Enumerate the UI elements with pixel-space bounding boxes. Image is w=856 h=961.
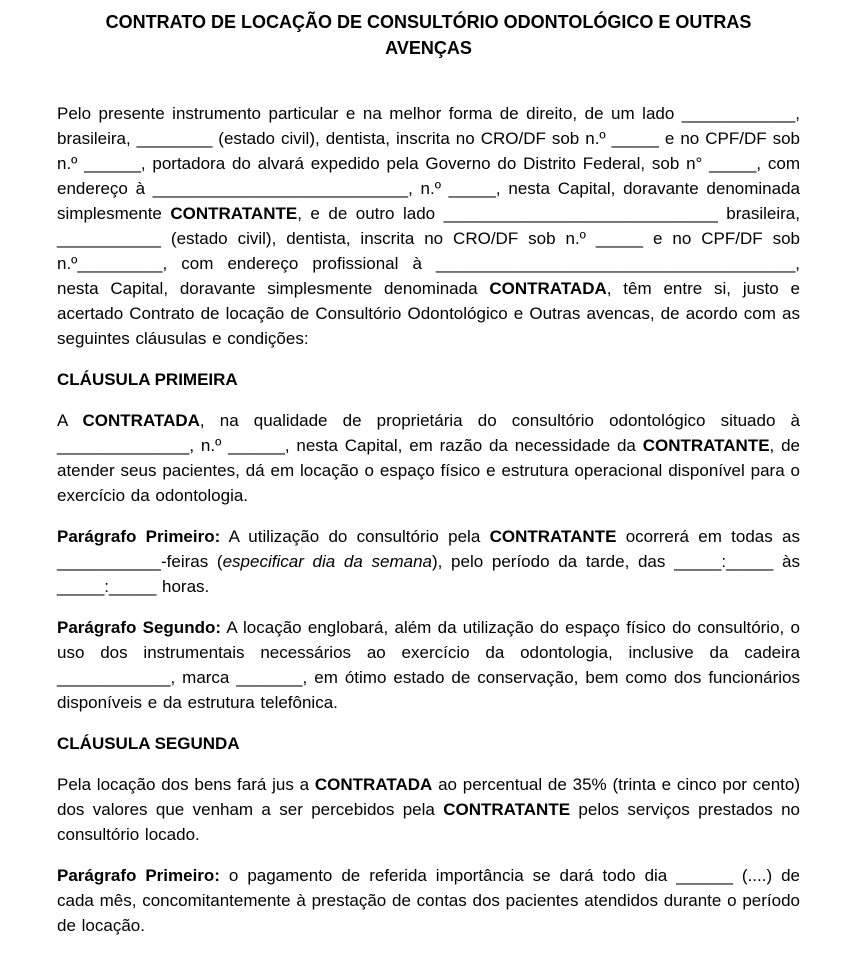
clause-2-heading: CLÁUSULA SEGUNDA [57, 734, 240, 753]
italic-text-run: especificar dia da semana [222, 552, 432, 571]
text-run: , têm entre si, justo e acertado Contrato de locação de Consultório Odontológico e Outras avencas, de acordo com as seguintes cláusulas e condições: [57, 279, 801, 348]
document-title: CONTRATO DE LOCAÇÃO DE CONSULTÓRIO ODONTOLÓGICO E OUTRAS AVENÇAS [105, 12, 752, 58]
text-run: pelos serviços prestados no consultório locado. [57, 800, 800, 844]
text-run: ocorrerá em todas as ___________-feiras ( [57, 527, 800, 571]
bold-text-run: Parágrafo Segundo: [57, 618, 222, 637]
bold-text-run: CONTRATANTE [642, 436, 770, 455]
text-run: , e de outro lado _____________________________ brasileira, ___________ (estado civil), dentista, inscrita no CRO/DF sob n.º _____ e no CPF/DF sob n.º_________, com endereço profissional à ______________________________________, nesta Capital, doravante simplesmente denominada [57, 204, 800, 298]
text-run: A [57, 411, 83, 430]
bold-text-run: CONTRATADA [82, 411, 200, 430]
text-run: , de atender seus pacientes, dá em locação o espaço físico e estrutura operacional disponível para o exercício da odontologia. [57, 436, 800, 505]
bold-text-run: CONTRATANTE [443, 800, 571, 819]
clause-2-subparagraph-1 [57, 863, 800, 938]
bold-text-run: CONTRATADA [489, 279, 607, 298]
clause-2-body-paragraph [57, 772, 800, 847]
clause-1-body-paragraph [57, 408, 800, 508]
text-run: A utilização do consultório pela [220, 527, 490, 546]
text-run: ), pelo período da tarde, das _____:_____ às _____:_____ horas. [57, 552, 800, 596]
text-run: A locação englobará, além da utilização do espaço físico do consultório, o uso dos instrumentais necessários ao exercício da odontologia, inclusive da cadeira ____________, marca _______, em ótimo estado de conservação, bem como dos funcionários disponíveis e da estrutura telefônica. [57, 618, 800, 712]
intro-paragraph [57, 101, 800, 351]
bold-text-run: CONTRATADA [314, 775, 433, 794]
bold-text-run: Parágrafo Primeiro: [57, 527, 221, 546]
text-run: o pagamento de referida importância se dará todo dia ______ (....) de cada mês, concomitantemente à prestação de contas dos pacientes atendidos durante o período de locação. [57, 866, 800, 935]
text-run: , na qualidade de proprietária do consultório odontológico situado à ______________, n.º ______, nesta Capital, em razão da necessidade da [57, 411, 800, 455]
bold-text-run: CONTRATANTE [489, 527, 617, 546]
text-run: ao percentual de 35% (trinta e cinco por cento) dos valores que venham a ser percebidos pela [57, 775, 800, 819]
clause-1-subparagraph-2 [57, 615, 800, 715]
text-run: Pela locação dos bens fará jus a [57, 775, 315, 794]
bold-text-run: CONTRATANTE [170, 204, 298, 223]
clause-1-subparagraph-1 [57, 524, 800, 599]
bold-text-run: Parágrafo Primeiro: [57, 866, 220, 885]
clause-1-heading: CLÁUSULA PRIMEIRA [57, 370, 238, 389]
text-run: Pelo presente instrumento particular e na melhor forma de direito, de um lado ____________, brasileira, ________ (estado civil), dentista, inscrita no CRO/DF sob n.º _____ e no CPF/DF sob n.º ______, portadora do alvará expedido pela Governo do Distrito Federal, sob n° _____, com endereço à ___________________________, n.º _____, nesta Capital, doravante denominada simplesmente [57, 104, 800, 223]
